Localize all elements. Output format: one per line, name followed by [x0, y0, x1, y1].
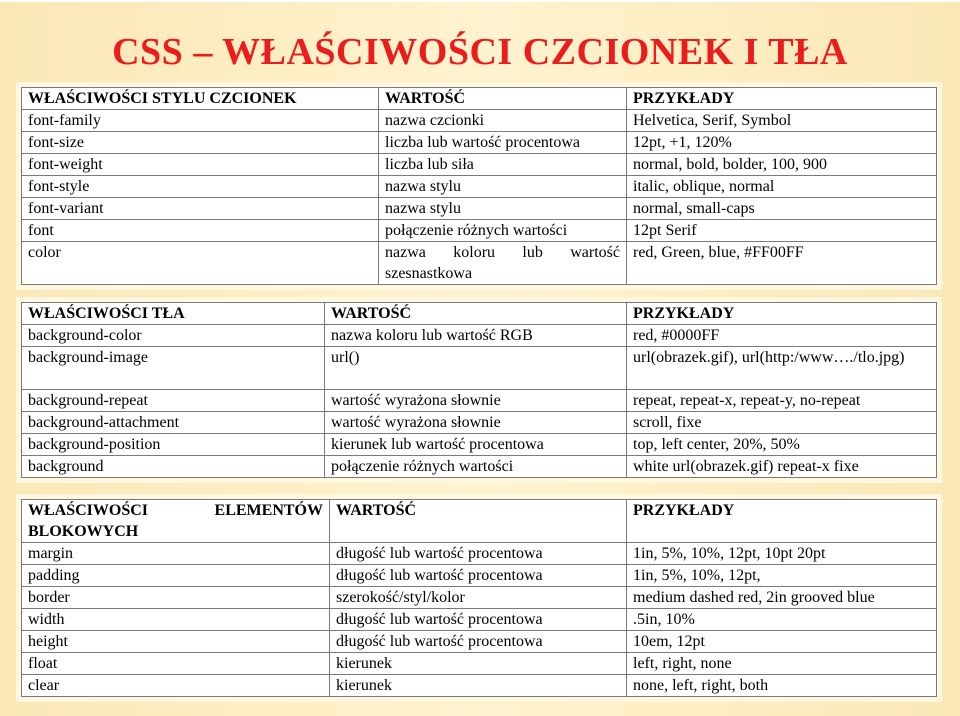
property-cell: float: [22, 653, 330, 675]
value-cell: nazwa koloru lub wartość RGB: [325, 325, 627, 347]
table-row: [22, 565, 937, 587]
column-header-line: [28, 500, 323, 521]
value-cell: nazwa stylu: [379, 198, 627, 220]
example-cell: 1in, 5%, 10%, 12pt, 10pt 20pt: [627, 543, 937, 565]
table-header-row: [22, 500, 937, 543]
column-header: WARTOŚĆ: [325, 303, 627, 325]
property-cell: font-weight: [22, 154, 379, 176]
column-header: PRZYKŁADY: [627, 88, 937, 110]
value-cell: nazwa stylu: [379, 176, 627, 198]
value-cell: nazwa koloru lub wartość szesnastkowa: [379, 242, 627, 285]
example-cell: red, #0000FF: [627, 325, 937, 347]
example-cell: url(obrazek.gif), url(http:/www…./tlo.jpg): [627, 347, 937, 390]
table-row: [22, 176, 937, 198]
value-cell: wartość wyrażona słownie: [325, 390, 627, 412]
table-header-row: [22, 303, 937, 325]
table-row: [22, 675, 937, 697]
table-row: [22, 242, 937, 285]
property-cell: color: [22, 242, 379, 285]
property-cell: font-variant: [22, 198, 379, 220]
table-row: [22, 631, 937, 653]
example-cell: red, Green, blue, #FF00FF: [627, 242, 937, 285]
column-header: WARTOŚĆ: [379, 88, 627, 110]
property-cell: background-image: [22, 347, 325, 390]
column-header-part: WŁAŚCIWOŚCI: [28, 502, 149, 519]
table-row: [22, 609, 937, 631]
table-row: [22, 110, 937, 132]
value-cell: szerokość/styl/kolor: [330, 587, 627, 609]
value-cell: długość lub wartość procentowa: [330, 609, 627, 631]
background-properties-table: [21, 302, 937, 478]
property-cell: background-position: [22, 434, 325, 456]
property-cell: background-color: [22, 325, 325, 347]
table-row: [22, 412, 937, 434]
property-cell: height: [22, 631, 330, 653]
value-cell: długość lub wartość procentowa: [330, 543, 627, 565]
example-cell: top, left center, 20%, 50%: [627, 434, 937, 456]
example-cell: 10em, 12pt: [627, 631, 937, 653]
font-properties-panel: [16, 82, 942, 290]
value-cell: połączenie różnych wartości: [379, 220, 627, 242]
property-cell: width: [22, 609, 330, 631]
example-cell: normal, small-caps: [627, 198, 937, 220]
value-cell: połączenie różnych wartości: [325, 456, 627, 478]
column-header: WŁAŚCIWOŚCI TŁA: [22, 303, 325, 325]
example-cell: 1in, 5%, 10%, 12pt,: [627, 565, 937, 587]
table-row: [22, 325, 937, 347]
column-header: PRZYKŁADY: [627, 303, 937, 325]
value-cell: nazwa czcionki: [379, 110, 627, 132]
table-row: [22, 434, 937, 456]
column-header: WARTOŚĆ: [330, 500, 627, 543]
table-header-row: [22, 88, 937, 110]
example-cell: white url(obrazek.gif) repeat-x fixe: [627, 456, 937, 478]
value-cell: liczba lub siła: [379, 154, 627, 176]
example-cell: 12pt, +1, 120%: [627, 132, 937, 154]
example-cell: normal, bold, bolder, 100, 900: [627, 154, 937, 176]
property-cell: margin: [22, 543, 330, 565]
table-row: [22, 587, 937, 609]
font-properties-table: [21, 87, 937, 285]
property-cell: background-repeat: [22, 390, 325, 412]
property-cell: font-size: [22, 132, 379, 154]
property-cell: font: [22, 220, 379, 242]
example-cell: .5in, 10%: [627, 609, 937, 631]
table-row: [22, 132, 937, 154]
value-cell: url(): [325, 347, 627, 390]
property-cell: clear: [22, 675, 330, 697]
example-cell: medium dashed red, 2in grooved blue: [627, 587, 937, 609]
block-properties-panel: [16, 494, 942, 702]
example-cell: left, right, none: [627, 653, 937, 675]
value-cell: kierunek: [330, 653, 627, 675]
table-row: [22, 154, 937, 176]
example-cell: Helvetica, Serif, Symbol: [627, 110, 937, 132]
column-header-part: ELEMENTÓW: [214, 502, 323, 519]
table-row: [22, 390, 937, 412]
table-row: [22, 347, 937, 390]
property-cell: font-family: [22, 110, 379, 132]
table-row: [22, 653, 937, 675]
column-header-part: BLOKOWYCH: [28, 523, 139, 540]
table-row: [22, 456, 937, 478]
page-title: CSS – WŁAŚCIWOŚCI CZCIONEK I TŁA: [112, 31, 848, 73]
table-row: [22, 543, 937, 565]
property-cell: font-style: [22, 176, 379, 198]
example-cell: scroll, fixe: [627, 412, 937, 434]
example-cell: 12pt Serif: [627, 220, 937, 242]
value-cell: kierunek lub wartość procentowa: [325, 434, 627, 456]
property-cell: background-attachment: [22, 412, 325, 434]
property-cell: border: [22, 587, 330, 609]
example-cell: none, left, right, both: [627, 675, 937, 697]
block-properties-table: [21, 499, 937, 697]
value-cell: długość lub wartość procentowa: [330, 565, 627, 587]
table-row: [22, 198, 937, 220]
table-row: [22, 220, 937, 242]
example-cell: repeat, repeat-x, repeat-y, no-repeat: [627, 390, 937, 412]
column-header: [22, 500, 330, 543]
column-header: WŁAŚCIWOŚCI STYLU CZCIONEK: [22, 88, 379, 110]
property-cell: padding: [22, 565, 330, 587]
column-header: PRZYKŁADY: [627, 500, 937, 543]
value-cell: liczba lub wartość procentowa: [379, 132, 627, 154]
background-properties-panel: [16, 297, 942, 483]
value-cell: kierunek: [330, 675, 627, 697]
value-cell: długość lub wartość procentowa: [330, 631, 627, 653]
property-cell: background: [22, 456, 325, 478]
example-cell: italic, oblique, normal: [627, 176, 937, 198]
value-cell: wartość wyrażona słownie: [325, 412, 627, 434]
